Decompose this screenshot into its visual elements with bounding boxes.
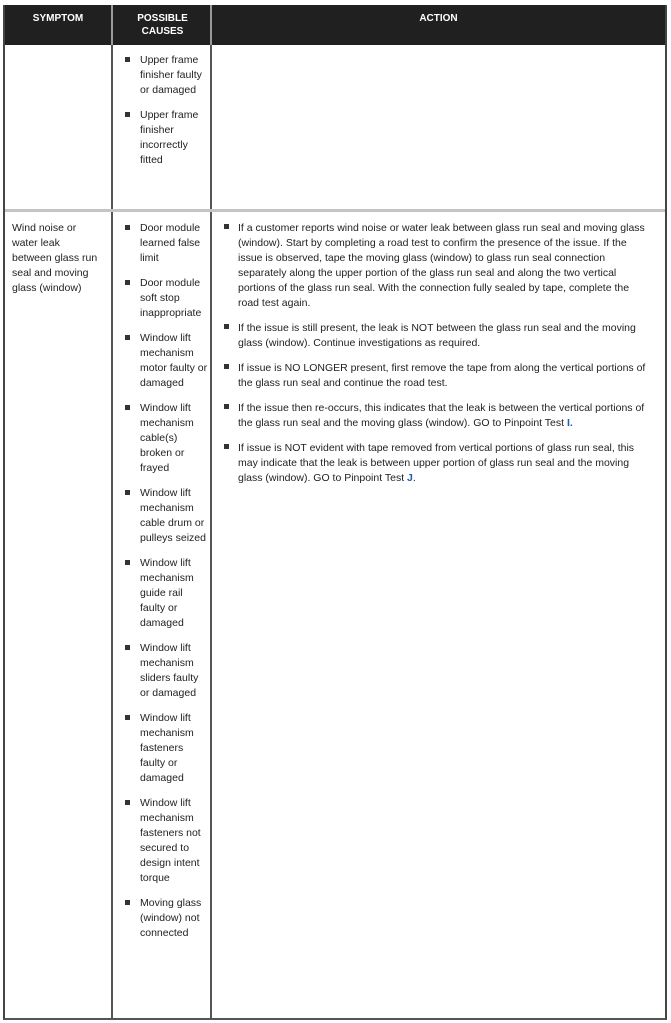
list-item: Window lift mechanism motor faulty or damaged	[113, 331, 208, 391]
header-possible-causes: POSSIBLE CAUSES	[137, 13, 188, 37]
row2-causes-list	[113, 221, 208, 951]
row-divider	[5, 209, 665, 212]
bullet-icon	[125, 715, 130, 720]
list-item: Moving glass (window) not connected	[113, 896, 208, 941]
list-item: Window lift mechanism cable(s) broken or frayed	[113, 401, 208, 476]
header-symptom: SYMPTOM	[32, 13, 84, 24]
list-item: Door module soft stop inappropriate	[113, 276, 208, 321]
bullet-icon	[125, 900, 130, 905]
list-item: If the issue then re-occurs, this indicates that the leak is between the vertical portions of the glass run seal and the moving glass (window). GO to Pinpoint Test I.	[212, 401, 652, 431]
list-item: Window lift mechanism sliders faulty or damaged	[113, 641, 208, 701]
bullet-icon	[125, 645, 130, 650]
pinpoint-test-i-link[interactable]: I.	[566, 417, 573, 429]
list-item: Window lift mechanism cable drum or pulleys seized	[113, 486, 208, 546]
bullet-icon	[224, 224, 229, 229]
bullet-icon	[125, 57, 130, 62]
bullet-icon	[125, 280, 130, 285]
list-item: Upper frame finisher faulty or damaged	[113, 53, 208, 98]
row1-causes-list	[113, 53, 208, 178]
header-action: ACTION	[419, 13, 458, 24]
bullet-icon	[224, 324, 229, 329]
row2-symptom: Wind noise or water leak between glass run seal and moving glass (window)	[12, 222, 98, 294]
bullet-icon	[125, 490, 130, 495]
list-item: Window lift mechanism fasteners not secured to design intent torque	[113, 796, 208, 886]
bullet-icon	[125, 112, 130, 117]
list-item: Upper frame finisher incorrectly fitted	[113, 108, 208, 168]
diagnostic-table	[3, 5, 667, 1020]
table-header	[5, 5, 665, 45]
list-item: If a customer reports wind noise or water leak between glass run seal and moving glass (window). Start by completing a road test to confirm the presence of the issue. If the issue is observed, tape the moving glass (window) to glass run seal connection separately along the upper portion of the glass run seal and along the two vertical portions of the glass run seal. With the connection fully sealed by tape, complete the road test again.	[212, 221, 652, 311]
list-item: Window lift mechanism guide rail faulty or damaged	[113, 556, 208, 631]
list-item: Window lift mechanism fasteners faulty or damaged	[113, 711, 208, 786]
bullet-icon	[224, 444, 229, 449]
bullet-icon	[125, 225, 130, 230]
bullet-icon	[224, 404, 229, 409]
list-item: Door module learned false limit	[113, 221, 208, 266]
row2-actions-list	[212, 221, 652, 496]
column-divider	[210, 45, 212, 1018]
list-item: If issue is NO LONGER present, first remove the tape from along the vertical portions of the glass run seal and continue the road test.	[212, 361, 652, 391]
bullet-icon	[125, 800, 130, 805]
bullet-icon	[224, 364, 229, 369]
list-item: If the issue is still present, the leak is NOT between the glass run seal and the moving glass (window). Continue investigations as required.	[212, 321, 652, 351]
list-item: If issue is NOT evident with tape removed from vertical portions of glass run seal, this may indicate that the leak is between upper portion of glass run seal and the moving glass (window). GO to Pinpoint Test J.	[212, 441, 652, 486]
bullet-icon	[125, 560, 130, 565]
bullet-icon	[125, 335, 130, 340]
bullet-icon	[125, 405, 130, 410]
pinpoint-test-j-link[interactable]: J	[407, 472, 413, 484]
